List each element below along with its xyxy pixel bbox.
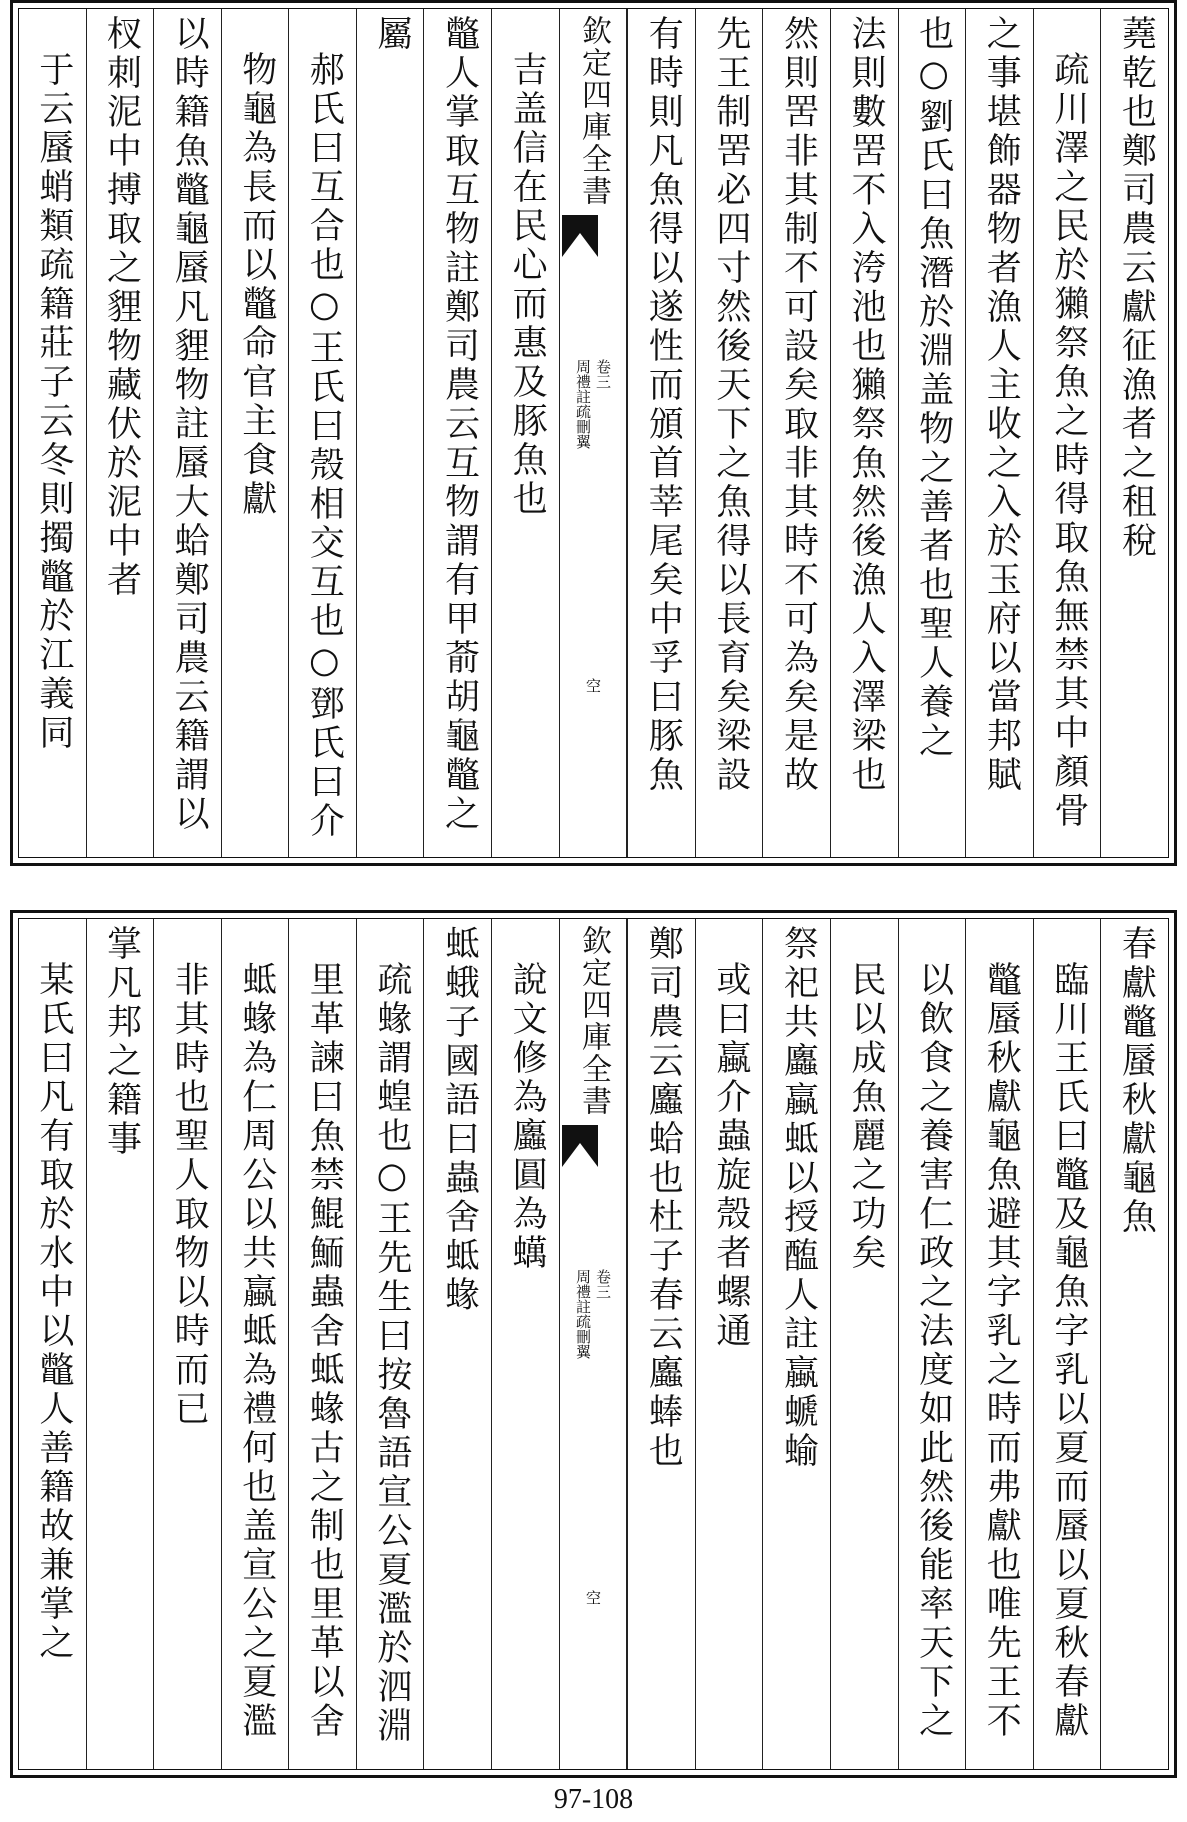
- text-column: 以時籍魚鼈龜蜃凡貍物註蜃大蛤鄭司農云籍謂以: [169, 15, 210, 834]
- text-column: 或曰蠃介蟲旋殼者螺通: [710, 961, 751, 1351]
- text-column: 鼈蜃秋獻龜魚避其字乳之時而弗獻也唯先王不: [981, 961, 1022, 1741]
- text-column: 疏川澤之民於獺祭魚之時得取魚無禁其中顏骨: [1048, 51, 1089, 831]
- text-column: 物龜為長而以鼈命官主食獻: [236, 51, 277, 519]
- upper-page: [10, 0, 1177, 866]
- fish-tail-mark-icon: [560, 213, 600, 259]
- text-column: 祭祀共蠯蠃蚳以授醢人註蠃螔蝓: [778, 925, 819, 1471]
- center-title: 欽定四庫全書: [575, 925, 611, 1117]
- fish-tail-mark-icon: [560, 1123, 600, 1169]
- text-column: 蚳蛾子國語曰蟲舍蚳蝝: [439, 925, 480, 1315]
- center-fold: [559, 9, 628, 857]
- text-column: 疏蝝謂蝗也○王先生曰按魯語宣公夏濫於泗淵: [371, 961, 412, 1746]
- center-title: 欽定四庫全書: [575, 15, 611, 207]
- center-volume: 卷三: [593, 1269, 612, 1299]
- text-column: 非其時也聖人取物以時而已: [169, 961, 210, 1429]
- upper-text-columns: [19, 9, 1168, 857]
- text-column: 民以成魚麗之功矣: [846, 961, 887, 1273]
- text-column: 吉盖信在民心而惠及豚魚也: [507, 51, 548, 519]
- center-page-mark: 空: [583, 678, 602, 693]
- text-column: 里革諫曰魚禁鯤鮞蟲舍蚳蝝古之制也里革以舍: [304, 961, 345, 1741]
- center-volume: 卷三: [593, 359, 612, 389]
- text-column: 某氏曰凡有取於水中以鼈人善籍故兼掌之: [33, 961, 74, 1663]
- text-column: 杈刺泥中搏取之貍物藏伏於泥中者: [101, 15, 142, 600]
- text-column: 春獻鼈蜃秋獻龜魚: [1116, 925, 1157, 1237]
- text-column: 有時則凡魚得以遂性而頒首莘尾矣中孚曰豚魚: [643, 15, 684, 795]
- text-column: 臨川王氏曰鼈及龜魚字乳以夏而蜃以夏秋春獻: [1048, 961, 1089, 1741]
- text-column: 鼈人掌取互物註鄭司農云互物謂有甲萮胡龜鼈之: [439, 15, 480, 834]
- center-page-mark: 空: [583, 1590, 602, 1605]
- center-fold: [559, 919, 628, 1769]
- text-column: 蚳蝝為仁周公以共蠃蚳為禮何也盖宣公之夏濫: [236, 961, 277, 1741]
- text-column: 之事堪飾器物者漁人主收之入於玉府以當邦賦: [981, 15, 1022, 795]
- text-column: 屬: [371, 15, 412, 54]
- text-column: 也○劉氏曰魚潛於淵盖物之善者也聖人養之: [913, 15, 954, 761]
- text-column: 鄭司農云蠯蛤也杜子春云蠯蜯也: [643, 925, 684, 1471]
- text-column: 于云蜃蛸類疏籍莊子云冬則擉鼈於江義同: [33, 51, 74, 753]
- center-book-title: 周禮註疏刪翼: [573, 359, 592, 449]
- text-column: 蕘乾也鄭司農云獻征漁者之租稅: [1116, 15, 1157, 561]
- lower-page: [10, 910, 1177, 1778]
- page-number-footer: 97-108: [553, 1784, 634, 1815]
- text-column: 先王制罟必四寸然後天下之魚得以長育矣梁設: [710, 15, 751, 795]
- text-column: 說文修為蠯圓為蠇: [507, 961, 548, 1273]
- text-column: 法則數罟不入洿池也獺祭魚然後漁人入澤梁也: [846, 15, 887, 795]
- text-column: 郝氏曰互合也○王氏曰殼相交互也○鄧氏曰介: [304, 51, 345, 841]
- text-column: 以飲食之養害仁政之法度如此然後能率天下之: [913, 961, 954, 1741]
- lower-text-columns: [19, 919, 1168, 1769]
- center-book-title: 周禮註疏刪翼: [573, 1269, 592, 1359]
- text-column: 掌凡邦之籍事: [101, 925, 142, 1159]
- text-column: 然則罟非其制不可設矣取非其時不可為矣是故: [778, 15, 819, 795]
